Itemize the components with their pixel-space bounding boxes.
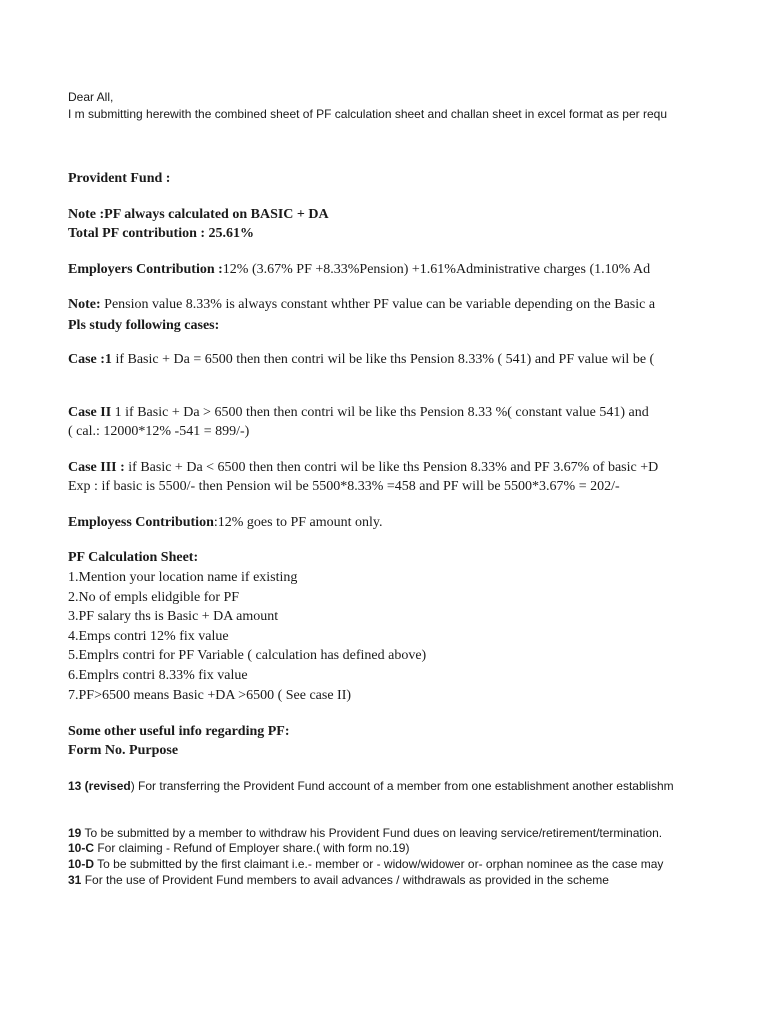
employees-contribution-label: Employess Contribution [68,515,214,530]
calc-sheet-item: 2.No of empls elidgible for PF [68,590,240,605]
form-number: 19 [68,826,82,840]
case-2 [68,405,649,421]
pension-note-label: Note: [68,297,101,312]
case-3-label: Case III : [68,460,125,475]
calc-sheet-item: 6.Emplrs contri 8.33% fix value [68,668,248,683]
employers-contribution [68,262,650,278]
case-2-label: Case II [68,405,112,420]
intro-text: I m submitting herewith the combined sheet of PF calculation sheet and challan sheet in excel format as per requ [68,107,667,121]
form-number: 31 [68,873,82,887]
case-1 [68,352,654,368]
case-3 [68,460,658,476]
calc-sheet-heading: PF Calculation Sheet: [68,550,199,565]
form-purpose: For the use of Provident Fund members to avail advances / withdrawals as provided in the scheme [81,873,609,887]
employers-contribution-label: Employers Contribution : [68,262,223,277]
other-info-heading: Some other useful info regarding PF: [68,724,290,739]
form-number: 13 (revised [68,779,131,793]
total-contribution: Total PF contribution : 25.61% [68,226,255,241]
study-cases-heading: Pls study following cases: [68,318,220,333]
form-row [68,873,609,887]
case-3-text: if Basic + Da < 6500 then then contri wil be like ths Pension 8.33% and PF 3.67% of basic +D [124,460,659,475]
case-1-text: if Basic + Da = 6500 then then contri wil be like ths Pension 8.33% ( 541) and PF value wil be ( [111,352,655,367]
form-row [68,779,674,793]
calc-sheet-item: 5.Emplrs contri for PF Variable ( calculation has defined above) [68,648,427,663]
form-table-header: Form No. Purpose [68,743,179,758]
case-1-label: Case :1 [68,352,112,367]
note-pf-basis: Note :PF always calculated on BASIC + DA [68,207,329,222]
case-2-text: 1 if Basic + Da > 6500 then then contri wil be like ths Pension 8.33 %( constant value 541) and [111,405,649,420]
form-purpose: ) For transferring the Provident Fund account of a member from one establishment another establishm [130,779,674,793]
employers-contribution-text: 12% (3.67% PF +8.33%Pension) +1.61%Administrative charges (1.10% Ad [222,262,651,277]
calc-sheet-item: 1.Mention your location name if existing [68,570,298,585]
pension-note [68,297,655,313]
form-purpose: To be submitted by a member to withdraw his Provident Fund dues on leaving service/retirement/termination. [81,826,663,840]
form-purpose: For claiming - Refund of Employer share.( with form no.19) [94,841,410,855]
pension-note-text: Pension value 8.33% is always constant whther PF value can be variable depending on the Basic a [100,297,656,312]
greeting: Dear All, [68,90,114,104]
heading-provident-fund: Provident Fund : [68,171,171,186]
calc-sheet-item: 3.PF salary ths is Basic + DA amount [68,609,279,624]
employees-contribution [68,515,383,531]
calc-sheet-item: 4.Emps contri 12% fix value [68,629,229,644]
form-row [68,826,662,840]
case-2-calc: ( cal.: 12000*12% -541 = 899/-) [68,424,250,439]
calc-sheet-item: 7.PF>6500 means Basic +DA >6500 ( See case II) [68,688,352,703]
form-row [68,857,663,871]
employees-contribution-text: :12% goes to PF amount only. [213,515,383,530]
form-number: 10-D [68,857,95,871]
form-purpose: To be submitted by the first claimant i.e.- member or - widow/widower or- orphan nominee as the case may [94,857,664,871]
case-3-example: Exp : if basic is 5500/- then Pension wil be 5500*8.33% =458 and PF will be 5500*3.67% = 202/- [68,479,620,494]
form-row [68,841,409,855]
form-number: 10-C [68,841,95,855]
